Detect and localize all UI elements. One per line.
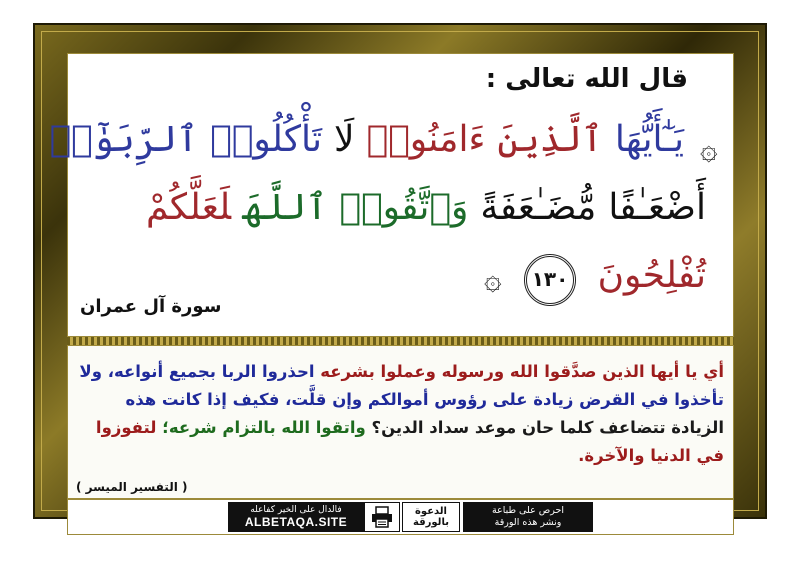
commentary-line-3 [96, 416, 724, 440]
divider-strip [67, 337, 734, 345]
verse-word-1: أَضْعَـٰفًا [608, 187, 706, 228]
print-note-line-1: احرص على طباعة [491, 505, 565, 516]
verse-line-2 [140, 186, 712, 230]
verse-word-2: مُّضَـٰعَفَةً [480, 187, 597, 228]
verse-word-4: لَا [333, 119, 355, 160]
verse-word-5: تَأْكُلُوا۟ [210, 119, 322, 160]
print-note [463, 502, 593, 532]
surah-name: سورة آل عمران [80, 296, 222, 317]
commentary-line-4 [578, 444, 724, 468]
commentary-segment-2: احذروا الربا بجميع أنواعه، ولا [79, 362, 321, 381]
commentary-segment-1: تأخذوا في القرض زيادة على رؤوس أموالكم وإن قلَّت، فكيف إذا كانت هذه [125, 390, 724, 409]
page-title: قال الله تعالى : [485, 64, 688, 94]
printer-icon-graphic [370, 506, 394, 528]
verse-word-1: تُفْلِحُونَ [597, 255, 706, 296]
commentary-segment-2: واتقوا الله بالتزام شرعه؛ [162, 418, 372, 437]
commentary-line-1 [79, 360, 724, 384]
verse-line-1 [43, 118, 690, 162]
logo-line-1: الدعوة [415, 506, 447, 517]
verse-line-3 [592, 254, 712, 298]
commentary-line-2 [125, 388, 724, 412]
verse-word-4: ٱللَّهَ [242, 187, 328, 228]
site-badge[interactable] [228, 502, 364, 532]
source-citation: ( التفسير الميسر ) [76, 480, 188, 494]
ayah-number-badge: ١٣٠ [524, 254, 576, 306]
verse-word-5: لَعَلَّكُمْ [145, 187, 231, 228]
verse-start-ornament-icon: ۞ [700, 132, 718, 167]
commentary-segment-1: الزيادة تتضاعف كلما حان موعد سداد الدين؟ [371, 418, 724, 437]
commentary-segment-1: في الدنيا والآخرة. [578, 446, 724, 465]
verse-word-2: ٱلَّذِينَ [497, 119, 603, 160]
verse-word-1: يَـٰٓأَيُّهَا [614, 119, 684, 160]
site-slogan: فالدال على الخير كفاعله [250, 505, 342, 515]
verse-end-ornament-icon: ۞ [484, 262, 502, 297]
verse-word-3: ءَامَنُوا۟ [366, 119, 486, 160]
verse-word-6: ٱلرِّبَوٰٓا۟ [49, 119, 199, 160]
verse-word-3: وَٱتَّقُوا۟ [339, 187, 469, 228]
dawah-logo [402, 502, 460, 532]
commentary-segment-1: أي يا أيها الذين صدَّقوا الله ورسوله وعملوا بشرعه [320, 362, 724, 381]
footer-panel [67, 499, 734, 535]
logo-line-2: بالورقة [413, 517, 449, 528]
print-note-line-2: ونشر هذه الورقة [494, 517, 562, 528]
commentary-segment-3: لتفوزوا [95, 418, 163, 437]
site-url[interactable]: ALBETAQA.SITE [244, 515, 348, 529]
printer-icon [364, 502, 400, 532]
